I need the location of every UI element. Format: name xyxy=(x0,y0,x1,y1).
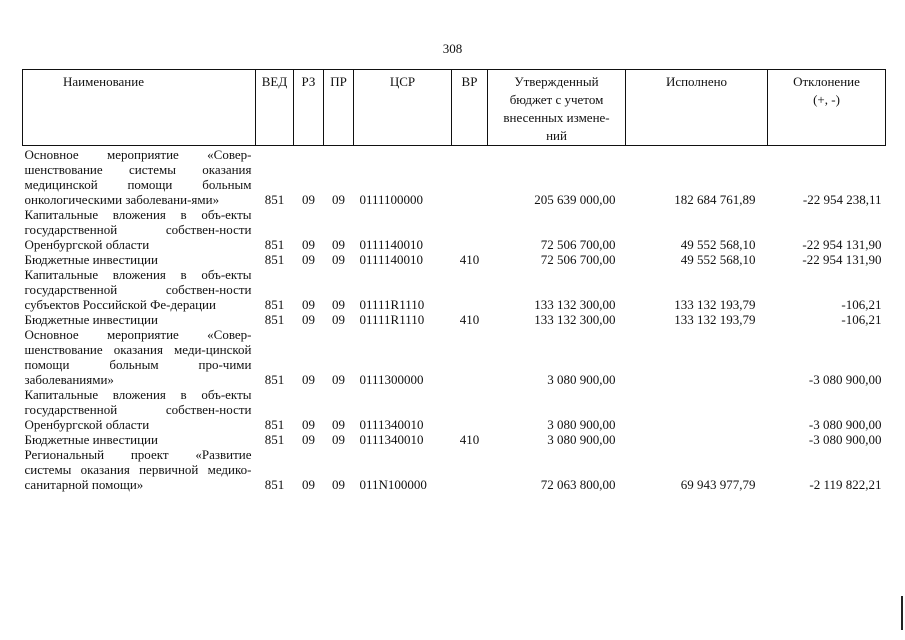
table-header-row xyxy=(23,70,886,146)
table-row xyxy=(23,432,886,447)
row-pr: 09 xyxy=(332,312,345,327)
row-pr: 09 xyxy=(332,237,345,252)
row-vr xyxy=(452,447,488,492)
row-pr: 09 xyxy=(332,477,345,492)
row-name: Региональный проект «Развитие системы оказания первичной медико-санитарной помощи» xyxy=(24,447,252,492)
row-name: Основное мероприятие «Совер-шенствование системы оказания медицинской помощи больным онкологическими заболевани-ями» xyxy=(24,147,252,207)
row-rz: 09 xyxy=(302,297,315,312)
row-deviation: -106,21 xyxy=(841,312,882,327)
row-approved: 72 506 700,00 xyxy=(540,252,616,267)
row-deviation: -3 080 900,00 xyxy=(808,417,882,432)
row-rz: 09 xyxy=(302,237,315,252)
row-deviation: -2 119 822,21 xyxy=(809,477,882,492)
row-ved: 851 xyxy=(264,252,285,267)
row-approved: 3 080 900,00 xyxy=(547,432,616,447)
row-rz: 09 xyxy=(302,432,315,447)
row-vr: 410 xyxy=(459,252,480,267)
row-deviation: -106,21 xyxy=(841,297,882,312)
row-executed xyxy=(626,432,768,447)
row-name: Основное мероприятие «Совер-шенствование оказания меди-цинской помощи больным про-чими заболеваниями» xyxy=(24,327,252,387)
row-ved: 851 xyxy=(264,417,285,432)
header-executed: Исполнено xyxy=(626,70,768,146)
row-executed: 49 552 568,10 xyxy=(680,252,756,267)
row-approved: 205 639 000,00 xyxy=(534,192,616,207)
header-name: Наименование xyxy=(23,70,256,146)
scan-edge-mark xyxy=(901,596,903,630)
budget-execution-table xyxy=(22,69,886,492)
row-executed: 49 552 568,10 xyxy=(680,237,756,252)
row-approved: 72 063 800,00 xyxy=(540,477,616,492)
row-name: Капитальные вложения в объ-екты государственной собствен-ности Оренбургской области xyxy=(24,207,252,252)
table-row xyxy=(23,146,886,208)
header-vr: ВР xyxy=(452,70,488,146)
row-deviation: -22 954 238,11 xyxy=(802,192,882,207)
row-pr: 09 xyxy=(332,372,345,387)
table-row xyxy=(23,387,886,432)
row-pr: 09 xyxy=(332,192,345,207)
row-ved: 851 xyxy=(264,477,285,492)
table-row xyxy=(23,267,886,312)
row-approved: 133 132 300,00 xyxy=(534,297,616,312)
table-row xyxy=(23,327,886,387)
row-executed: 133 132 193,79 xyxy=(674,297,756,312)
row-approved: 72 506 700,00 xyxy=(540,237,616,252)
row-csr: 0111340010 xyxy=(359,432,424,447)
row-vr xyxy=(452,387,488,432)
row-ved: 851 xyxy=(264,297,285,312)
row-deviation: -3 080 900,00 xyxy=(808,372,882,387)
table-row xyxy=(23,252,886,267)
row-pr: 09 xyxy=(332,252,345,267)
header-csr: ЦСР xyxy=(354,70,452,146)
row-deviation: -3 080 900,00 xyxy=(808,432,882,447)
row-vr xyxy=(452,146,488,208)
header-pr: ПР xyxy=(324,70,354,146)
row-approved: 3 080 900,00 xyxy=(547,417,616,432)
row-approved: 3 080 900,00 xyxy=(547,372,616,387)
row-csr: 011N100000 xyxy=(359,477,427,492)
row-vr: 410 xyxy=(459,312,480,327)
row-deviation: -22 954 131,90 xyxy=(802,252,882,267)
header-deviation: Отклонение (+, -) xyxy=(768,70,886,146)
row-vr xyxy=(452,267,488,312)
row-executed: 182 684 761,89 xyxy=(674,192,756,207)
row-vr xyxy=(452,207,488,252)
row-pr: 09 xyxy=(332,432,345,447)
row-deviation: -22 954 131,90 xyxy=(802,237,882,252)
row-csr: 01111R1110 xyxy=(359,312,425,327)
row-executed xyxy=(626,387,768,432)
row-ved: 851 xyxy=(264,192,285,207)
row-csr: 01111R1110 xyxy=(359,297,425,312)
row-name: Бюджетные инвестиции xyxy=(24,252,158,267)
row-ved: 851 xyxy=(264,237,285,252)
row-csr: 0111100000 xyxy=(359,192,424,207)
row-executed: 69 943 977,79 xyxy=(680,477,756,492)
row-csr: 0111340010 xyxy=(359,417,424,432)
row-name: Капитальные вложения в объ-екты государственной собствен-ности субъектов Российской Фе-дерации xyxy=(24,267,252,312)
row-approved: 133 132 300,00 xyxy=(534,312,616,327)
row-csr: 0111300000 xyxy=(359,372,424,387)
row-rz: 09 xyxy=(302,417,315,432)
row-pr: 09 xyxy=(332,417,345,432)
row-executed: 133 132 193,79 xyxy=(674,312,756,327)
row-name: Капитальные вложения в объ-екты государственной собствен-ности Оренбургской области xyxy=(24,387,252,432)
row-rz: 09 xyxy=(302,477,315,492)
row-csr: 0111140010 xyxy=(359,252,424,267)
row-ved: 851 xyxy=(264,312,285,327)
row-rz: 09 xyxy=(302,252,315,267)
row-ved: 851 xyxy=(264,372,285,387)
table-row xyxy=(23,447,886,492)
row-rz: 09 xyxy=(302,312,315,327)
row-vr: 410 xyxy=(459,432,480,447)
row-name: Бюджетные инвестиции xyxy=(24,312,158,327)
page-number: 308 xyxy=(442,41,463,56)
row-csr: 0111140010 xyxy=(359,237,424,252)
table-row xyxy=(23,312,886,327)
row-executed xyxy=(626,327,768,387)
row-pr: 09 xyxy=(332,297,345,312)
row-name: Бюджетные инвестиции xyxy=(24,432,158,447)
row-vr xyxy=(452,327,488,387)
table-row xyxy=(23,207,886,252)
row-ved: 851 xyxy=(264,432,285,447)
row-rz: 09 xyxy=(302,372,315,387)
row-rz: 09 xyxy=(302,192,315,207)
header-rz: РЗ xyxy=(294,70,324,146)
header-approved: Утвержденный бюджет с учетом внесенных измене- ний xyxy=(488,70,626,146)
header-ved: ВЕД xyxy=(256,70,294,146)
